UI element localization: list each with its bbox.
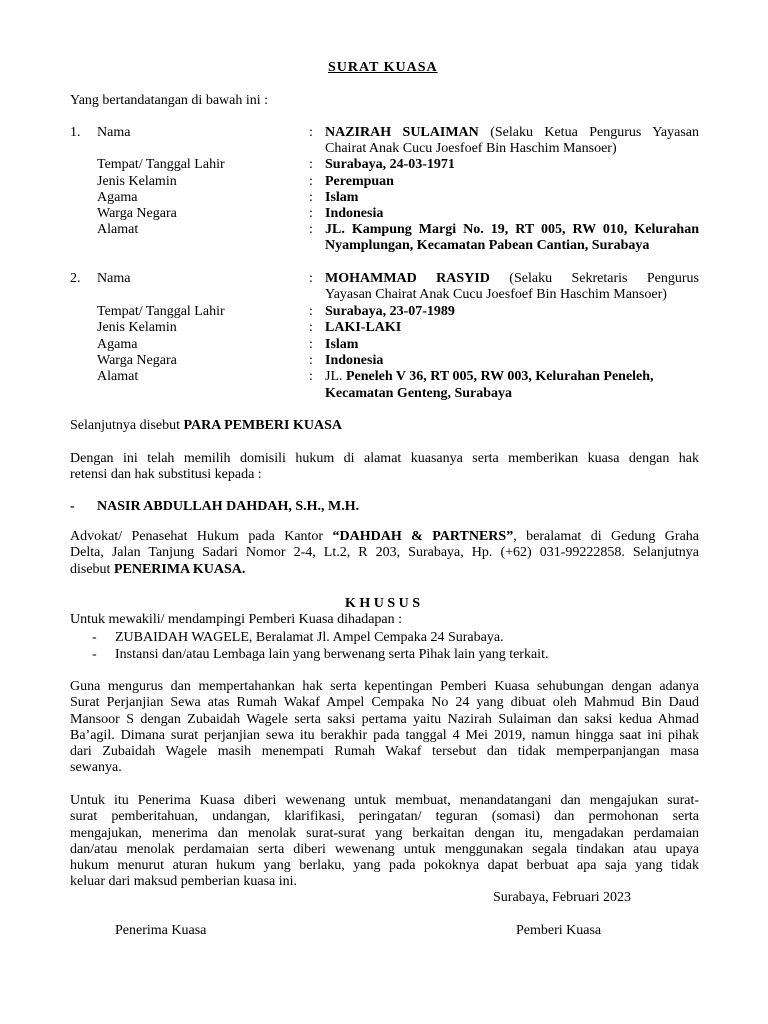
paragraph-line: Surat Perjanjian Sewa atas Rumah Wakaf Ampel Cempaka No 24 yang dibuat oleh Mahmud Bin Daud [70,695,699,711]
paragraph-line: mengajukan, menerima dan menolak surat-surat yang berkaitan dengan itu, mengadakan perdamaian [70,825,699,841]
person2-label-agama: Agama [97,337,138,352]
person1-number: 1. [70,125,81,140]
person1-name-block [325,125,699,158]
domisili-line1: Dengan ini telah memilih domisili hukum di alamat kuasanya serta memberikan kuasa dengan hak [70,451,699,466]
paragraph-line: hukum menurut aturan hukum yang berlaku, yang pada pokoknya dapat berbuat apa saja yang tidak [70,858,699,874]
person1-label-alamat: Alamat [97,222,139,237]
person1-label-agama: Agama [97,190,138,205]
person1-role-line1: (Selaku Ketua Pengurus Yayasan [490,125,699,140]
colon: : [309,337,313,352]
paragraph-line: sewanya. [70,760,122,776]
penerima-line3-a: disebut [70,561,111,577]
domisili-paragraph [70,451,699,484]
person1-alamat-line2: Nyamplungan, Kecamatan Pabean Cantian, Surabaya [325,238,650,254]
paragraph-line: keluar dari maksud pemberian kuasa ini. [70,874,298,890]
paragraph-line: Ba’agil. Dimana surat perjanjian sewa itu berakhir pada tanggal 4 Mei 2019, namun hingga saat ini pihak [70,727,699,743]
signature-label-penerima: Penerima Kuasa [115,923,207,938]
person1-role-line2: Chairat Anak Cucu Joesfoef Bin Haschim Mansoer) [325,141,617,157]
person2-name: MOHAMMAD RASYID [325,271,490,286]
person2-label-nama: Nama [97,271,131,286]
place-date: Surabaya, Februari 2023 [493,890,632,905]
colon: : [309,353,313,368]
khusus-heading: K H U S U S [345,596,421,611]
colon: : [309,369,313,384]
khusus-item: Instansi dan/atau Lembaga lain yang berwenang serta Pihak lain yang terkait. [115,647,549,662]
person2-alamat-line1-text: Peneleh V 36, RT 005, RW 003, Kelurahan Peneleh, [346,369,654,384]
person1-alamat-line1: JL. Kampung Margi No. 19, RT 005, RW 010, Kelurahan [325,222,699,237]
person2-alamat-line2: Kecamatan Genteng, Surabaya [325,386,513,401]
authority-paragraph [70,793,699,891]
person2-wn: Indonesia [325,353,384,368]
pemberi-kuasa-label: PARA PEMBERI KUASA [183,418,342,433]
paragraph-line: surat pemberitahuan, undangan, klarifikasi, peringatan/ teguran (somasi) dan permohonan serta [70,809,699,825]
person1-label-wn: Warga Negara [97,206,177,221]
domisili-line2: retensi dan hak substitusi kepada : [70,467,262,483]
colon: : [309,320,313,335]
person1-ttl: Surabaya, 24-03-1971 [325,157,455,172]
khusus-bullet: - [92,630,97,645]
colon: : [309,304,313,319]
person1-name: NAZIRAH SULAIMAN [325,125,479,140]
penerima-dash: - [70,499,75,514]
person2-alamat-prefix: JL. [325,369,343,384]
person2-label-wn: Warga Negara [97,353,177,368]
person1-alamat-block [325,222,699,255]
pemberi-kuasa-line [70,418,342,434]
signature-label-pemberi: Pemberi Kuasa [516,923,602,938]
person2-ttl: Surabaya, 23-07-1989 [325,304,455,319]
khusus-bullet: - [92,647,97,662]
penerima-kuasa-label: PENERIMA KUASA. [113,561,246,577]
document-title: SURAT KUASA [328,60,438,75]
colon: : [309,190,313,205]
person2-number: 2. [70,271,81,286]
person2-role-line2: Yayasan Chairat Anak Cucu Joesfoef Bin Haschim Mansoer) [325,287,667,303]
colon: : [309,222,313,237]
penerima-paragraph [70,529,699,578]
colon: : [309,157,313,172]
colon: : [309,271,313,286]
colon: : [309,125,313,140]
colon: : [309,174,313,189]
colon: : [309,206,313,221]
paragraph-line: dan/atau menolak perdamaian serta diberi wewenang untuk menggunakan segala tindakan atau upaya [70,841,699,857]
person2-jk: LAKI-LAKI [325,320,402,335]
person2-alamat-line1 [325,369,654,385]
person1-label-nama: Nama [97,125,131,140]
person2-name-block [325,271,699,304]
person1-agama: Islam [325,190,359,205]
khusus-item: ZUBAIDAH WAGELE, Beralamat Jl. Ampel Cempaka 24 Surabaya. [115,630,504,645]
person2-label-jk: Jenis Kelamin [97,320,177,335]
paragraph-line: Mansoor S dengan Zubaidah Wagele serta saksi pertama yaitu Nazirah Sulaiman dan saksi kedua Ahmad [70,711,699,727]
person2-agama: Islam [325,337,359,352]
paragraph-line: Untuk itu Penerima Kuasa diberi wewenang untuk membuat, menandatangani dan mengajukan surat- [70,793,699,808]
person2-label-alamat: Alamat [97,369,139,384]
person1-jk: Perempuan [325,174,394,189]
intro-text: Yang bertandatangan di bawah ini : [70,93,269,108]
purpose-paragraph [70,679,699,777]
penerima-line1-c: , beralamat di Gedung Graha [513,529,699,544]
person1-wn: Indonesia [325,206,384,221]
person2-role-line1: (Selaku Sekretaris Pengurus [509,271,700,286]
person1-label-ttl: Tempat/ Tanggal Lahir [97,157,225,172]
penerima-name: NASIR ABDULLAH DAHDAH, S.H., M.H. [97,499,360,514]
person1-label-jk: Jenis Kelamin [97,174,177,189]
person2-label-ttl: Tempat/ Tanggal Lahir [97,304,225,319]
paragraph-line: Guna mengurus dan mempertahankan hak serta kepentingan Pemberi Kuasa sehubungan dengan adanya [70,679,699,694]
penerima-firm: “DAHDAH & PARTNERS” [332,529,514,544]
penerima-line1-a: Advokat/ Penasehat Hukum pada Kantor [70,529,324,544]
penerima-line2: Delta, Jalan Tanjung Sadari Nomor 2-4, Lt.2, R 203, Surabaya, Hp. (+62) 031-99222858. Selanjutnya [70,545,699,561]
paragraph-line: dari Zubaidah Wagele masih menempati Rumah Wakaf tersebut dan tidak memperpanjangan masa [70,744,699,760]
pemberi-prefix: Selanjutnya disebut [70,418,181,433]
khusus-intro: Untuk mewakili/ mendampingi Pemberi Kuasa dihadapan : [70,612,403,627]
